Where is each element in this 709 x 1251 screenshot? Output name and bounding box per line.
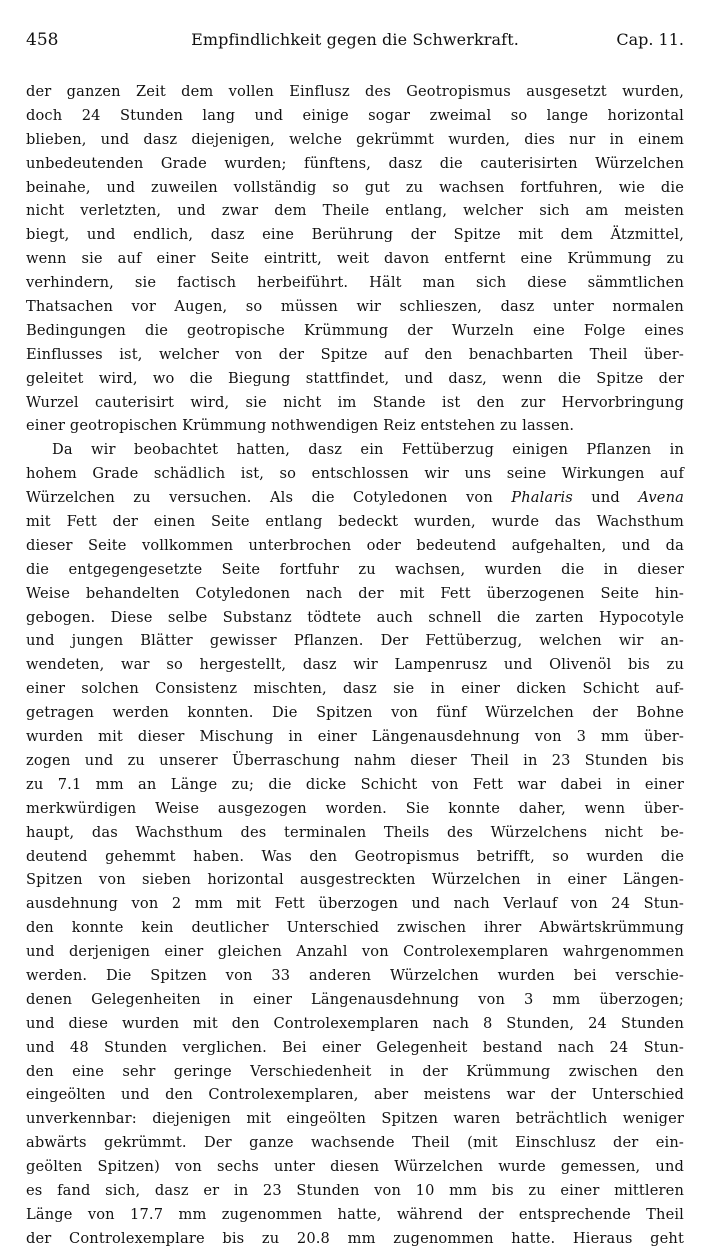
text-segment: Da wir beobachtet hatten, dasz ein Fettüberzug einigen Pflanzen in [52,441,684,459]
text-line [26,1179,684,1203]
text-line [26,176,684,200]
text-line [26,940,684,964]
text-segment: und derjenigen einer gleichen Anzahl von Controlexemplaren wahrgenommen [26,943,684,961]
text-segment: unbedeutenden Grade wurden; fünftens, dasz die cauterisirten Würzelchen [26,154,684,172]
text-line [26,749,684,773]
text-segment: der ganzen Zeit dem vollen Einflusz des Geotropismus ausgesetzt wurden, [26,83,684,100]
text-line [26,486,684,510]
text-segment: denen Gelegenheiten in einer Längenausdehnung von 3 mm überzogen; [26,990,684,1008]
text-segment: den konnte kein deutlicher Unterschied zwischen ihrer Abwärtskrümmung [26,919,684,937]
italic-genus-name: Phalaris [511,489,573,507]
text-segment: den eine sehr geringe Verschiedenheit in der Krümmung zwischen den [26,1062,684,1080]
text-segment: blieben, und dasz diejenigen, welche gekrümmt wurden, dies nur in einem [26,130,684,148]
text-line [26,892,684,916]
text-line [26,1060,684,1084]
page-number: 458 [26,30,59,50]
text-segment: die entgegengesetzte Seite fortfuhr zu wachsen, wurden die in dieser [26,560,684,578]
chapter-label: Cap. 11. [616,30,684,49]
text-segment: merkwürdigen Weise ausgezogen worden. Sie konnte daher, wenn über- [26,799,684,817]
text-segment: und diese wurden mit den Controlexemplaren nach 8 Stunden, 24 Stunden [26,1014,684,1032]
text-line [26,916,684,940]
text-line [26,223,684,247]
text-line [26,773,684,797]
running-title: Empfindlichkeit gegen die Schwerkraft. [191,30,519,49]
text-line [26,414,684,438]
text-line [26,1083,684,1107]
text-line [26,199,684,223]
text-line [26,80,684,104]
text-line [26,462,684,486]
text-line [26,319,684,343]
text-line [26,367,684,391]
text-segment: zu 7.1 mm an Länge zu; die dicke Schicht von Fett war dabei in einer [26,775,684,793]
text-segment: hohem Grade schädlich ist, so entschlossen wir uns seine Wirkungen auf [26,465,684,483]
text-line [26,845,684,869]
text-segment: mit Fett der einen Seite entlang bedeckt wurden, wurde das Wachsthum [26,513,684,531]
text-segment: werden. Die Spitzen von 33 anderen Würzelchen wurden bei verschie- [26,966,684,984]
text-segment: Thatsachen vor Augen, so müssen wir schlieszen, dasz unter normalen [26,298,684,316]
text-line [26,1131,684,1155]
text-segment: Würzelchen zu versuchen. Als die Cotyledonen von [26,489,512,507]
text-segment: geölten Spitzen) von sechs unter diesen Würzelchen wurde gemessen, und [26,1158,684,1176]
text-line [26,677,684,701]
text-line [26,725,684,749]
text-segment: abwärts gekrümmt. Der ganze wachsende Theil (mit Einschlusz der ein- [26,1134,684,1152]
text-segment: haupt, das Wachsthum des terminalen Theils des Würzelchens nicht be- [26,823,684,841]
text-line [26,438,684,462]
text-line [26,247,684,271]
text-line [26,1012,684,1036]
text-segment: und jungen Blätter gewisser Pflanzen. Der Fettüberzug, welchen wir an- [26,632,684,650]
text-line [26,988,684,1012]
text-line [26,1227,684,1251]
text-segment: Einflusses ist, welcher von der Spitze auf den benachbarten Theil über- [26,345,684,363]
text-line [26,1107,684,1131]
text-segment: es fand sich, dasz er in 23 Stunden von 10 mm bis zu einer mittleren [26,1181,684,1199]
text-segment: wenn sie auf einer Seite eintritt, weit davon entfernt eine Krümmung zu [26,250,684,268]
text-segment: deutend gehemmt haben. Was den Geotropismus betrifft, so wurden die [26,847,684,865]
text-segment: geleitet wird, wo die Biegung stattfindet, und dasz, wenn die Spitze der [26,369,684,387]
text-line [26,653,684,677]
text-segment: verhindern, sie factisch herbeiführt. Hält man sich diese sämmtlichen [26,274,684,292]
text-line [26,128,684,152]
text-segment: Wurzel cauterisirt wird, sie nicht im Stande ist den zur Hervorbringung [26,393,684,411]
text-line [26,1155,684,1179]
text-line [26,510,684,534]
text-line [26,558,684,582]
text-line [26,821,684,845]
text-segment: getragen werden konnten. Die Spitzen von fünf Würzelchen der Bohne [26,704,684,722]
text-line [26,534,684,558]
text-line [26,582,684,606]
text-segment: und [572,489,639,507]
text-line [26,343,684,367]
text-segment: eingeölten und den Controlexemplaren, aber meistens war der Unterschied [26,1086,684,1104]
text-segment: Länge von 17.7 mm zugenommen hatte, während der entsprechende Theil [26,1205,684,1223]
text-line [26,391,684,415]
text-line [26,606,684,630]
text-line [26,629,684,653]
text-segment: unverkennbar: diejenigen mit eingeölten Spitzen waren beträchtlich weniger [26,1110,684,1128]
text-line [26,295,684,319]
text-line [26,1203,684,1227]
text-segment: zogen und zu unserer Überraschung nahm dieser Theil in 23 Stunden bis [26,751,684,769]
text-segment: einer solchen Consistenz mischten, dasz sie in einer dicken Schicht auf- [26,680,684,698]
text-line [26,1036,684,1060]
text-segment: gebogen. Diese selbe Substanz tödtete auch schnell die zarten Hypocotyle [26,608,684,626]
text-line [26,104,684,128]
text-segment: Weise behandelten Cotyledonen nach der mit Fett überzogenen Seite hin- [26,584,684,602]
text-line [26,868,684,892]
text-segment: doch 24 Stunden lang und einige sogar zweimal so lange horizontal [26,106,684,124]
text-segment: wendeten, war so hergestellt, dasz wir Lampenrusz und Olivenöl bis zu [26,656,684,674]
text-segment: nicht verletzten, und zwar dem Theile entlang, welcher sich am meisten [26,202,684,220]
text-segment: wurden mit dieser Mischung in einer Längenausdehnung von 3 mm über- [26,728,684,746]
text-line [26,797,684,821]
book-page [26,30,684,1251]
text-segment: Bedingungen die geotropische Krümmung der Wurzeln eine Folge eines [26,321,684,339]
text-segment: einer geotropischen Krümmung nothwendigen Reiz entstehen zu lassen. [26,417,575,435]
text-line [26,701,684,725]
text-segment: beinahe, und zuweilen vollständig so gut zu wachsen fortfuhren, wie die [26,178,684,196]
text-segment: dieser Seite vollkommen unterbrochen oder bedeutend aufgehalten, und da [26,536,684,554]
text-line [26,271,684,295]
text-line [26,152,684,176]
italic-genus-name: Avena [638,489,684,507]
text-segment: Spitzen von sieben horizontal ausgestreckten Würzelchen in einer Längen- [26,871,684,889]
text-segment: ausdehnung von 2 mm mit Fett überzogen und nach Verlauf von 24 Stun- [26,895,684,913]
text-segment: der Controlexemplare bis zu 20.8 mm zugenommen hatte. Hieraus geht [26,1229,684,1247]
page-header [26,30,684,58]
body-text [26,80,684,1251]
text-line [26,964,684,988]
text-segment: biegt, und endlich, dasz eine Berührung der Spitze mit dem Ätzmittel, [26,226,684,244]
text-segment: und 48 Stunden verglichen. Bei einer Gelegenheit bestand nach 24 Stun- [26,1038,684,1056]
